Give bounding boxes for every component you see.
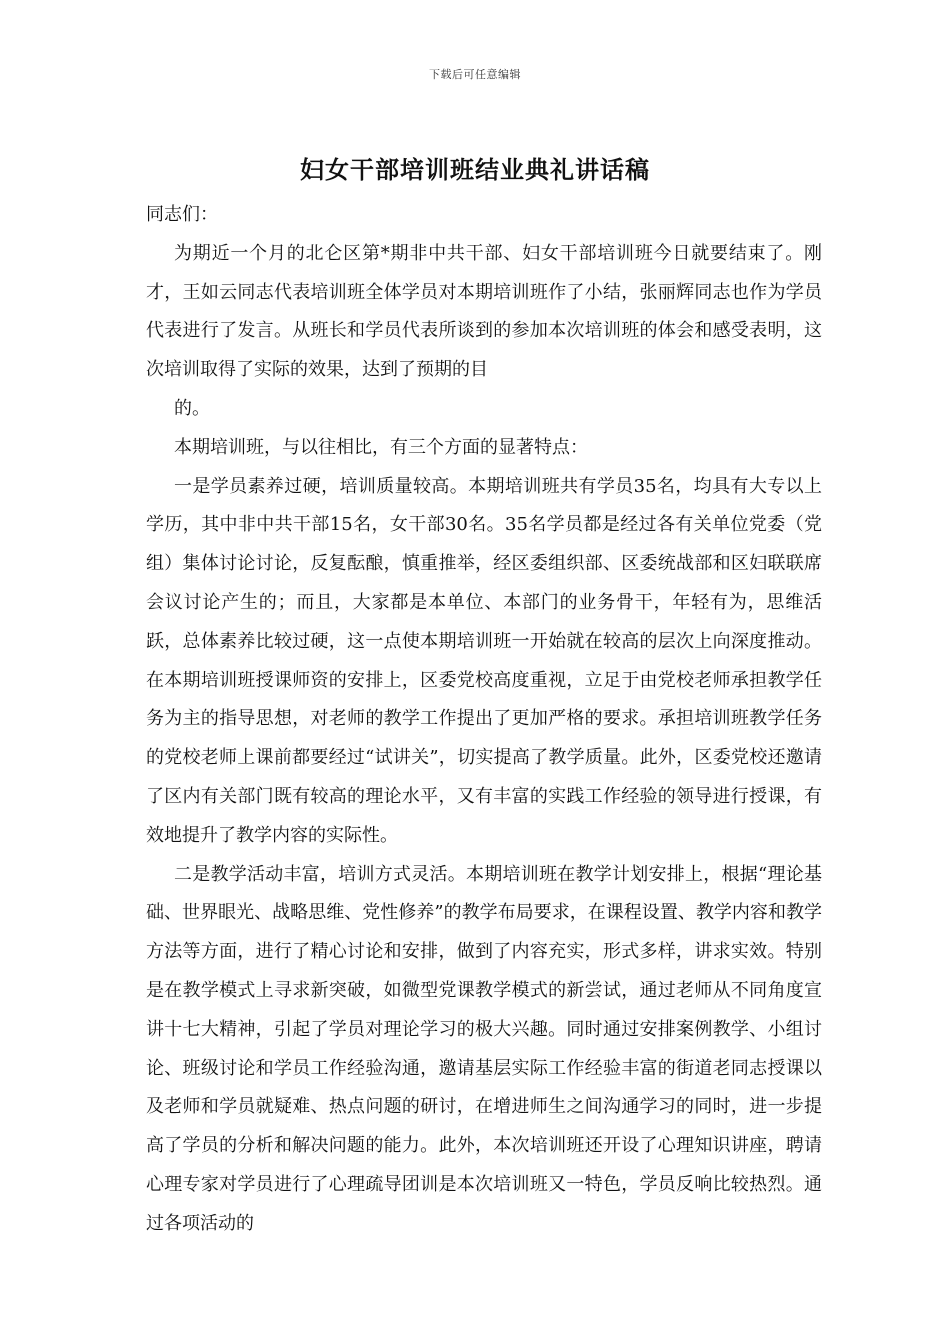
paragraph-1: 为期近一个月的北仑区第*期非中共干部、妇女干部培训班今日就要结束了。刚才，王如云同志代表培训班全体学员对本期培训班作了小结，张丽辉同志也作为学员代表进行了发言。从班长和学员代表所谈到的参加本次培训班的体会和感受表明，这次培训取得了实际的效果，达到了预期的目 <box>146 242 822 381</box>
document-title: 妇女干部培训班结业典礼讲话稿 <box>300 155 650 184</box>
header-note: 下载后可任意编辑 <box>429 68 521 81</box>
paragraph-2: 本期培训班，与以往相比，有三个方面的显著特点： <box>174 436 588 458</box>
paragraph-3: 一是学员素养过硬，培训质量较高。本期培训班共有学员35名，均具有大专以上学历，其中非中共干部15名，女干部30名。35名学员都是经过各有关单位党委（党组）集体讨论讨论，反复酝酿，慎重推举，经区委组织部、区委统战部和区妇联联席会议讨论产生的；而且，大家都是本单位、本部门的业务骨干，年轻有为，思维活跃，总体素养比较过硬，这一点使本期培训班一开始就在较高的层次上向深度推动。在本期培训班授课师资的安排上，区委党校高度重视，立足于由党校老师承担教学任务为主的指导思想，对老师的教学工作提出了更加严格的要求。承担培训班教学任务的党校老师上课前都要经过“试讲关”，切实提高了教学质量。此外，区委党校还邀请了区内有关部门既有较高的理论水平，又有丰富的实践工作经验的领导进行授课，有效地提升了教学内容的实际性。 <box>146 475 822 846</box>
salutation: 同志们： <box>146 204 218 225</box>
document-body <box>146 196 822 1244</box>
paragraph-4: 二是教学活动丰富，培训方式灵活。本期培训班在教学计划安排上，根据“理论基础、世界眼光、战略思维、党性修养”的教学布局要求，在课程设置、教学内容和教学方法等方面，进行了精心讨论和安排，做到了内容充实，形式多样，讲求实效。特别是在教学模式上寻求新突破，如微型党课教学模式的新尝试，通过老师从不同角度宣讲十七大精神，引起了学员对理论学习的极大兴趣。同时通过安排案例教学、小组讨论、班级讨论和学员工作经验沟通，邀请基层实际工作经验丰富的街道老同志授课以及老师和学员就疑难、热点问题的研讨，在增进师生之间沟通学习的同时，进一步提高了学员的分析和解决问题的能力。此外，本次培训班还开设了心理知识讲座，聘请心理专家对学员进行了心理疏导团训是本次培训班又一特色，学员反响比较热烈。通过各项活动的 <box>146 863 822 1234</box>
paragraph-1-end: 的。 <box>174 397 210 419</box>
